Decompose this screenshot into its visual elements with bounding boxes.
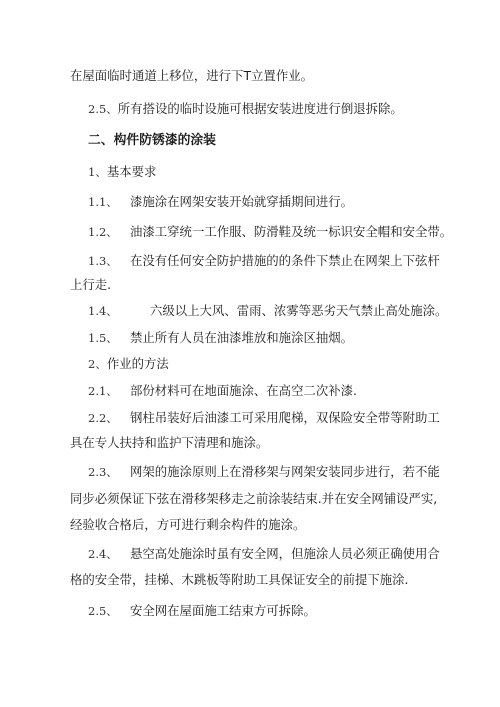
list-item-2-4 [88, 546, 440, 562]
paragraph-continuation [70, 572, 409, 588]
item-number: 2.1、 [88, 384, 118, 398]
list-item-1-1 [88, 194, 353, 210]
line-text: 网架的施涂原则上在滑移架与网架安装同步进行，若不能 [130, 464, 440, 479]
item-number: 1.5、 [88, 331, 118, 345]
item-number: 1.3、 [88, 254, 118, 268]
line-text: 基本要求 [106, 164, 157, 179]
section-heading [88, 133, 216, 149]
subsection-heading [88, 356, 169, 372]
paragraph-continuation [70, 491, 437, 507]
line-text: 具在专人扶持和监护下清理和施涂。 [70, 435, 269, 450]
item-number: 2.3、 [88, 465, 118, 479]
line-text: 安全网在屋面施工结束方可拆除。 [130, 603, 316, 618]
item-number: 2.5、 [88, 604, 118, 618]
list-item-1-4 [88, 303, 447, 319]
subsection-heading [88, 164, 156, 180]
item-number: 2、 [88, 357, 107, 371]
line-text: 六级以上大风、雷雨、浓雾等恶劣天气禁止高处施涂。 [150, 303, 448, 318]
paragraph-continuation [70, 68, 313, 84]
line-text: 部份材料可在地面施涂、在高空二次补漆. [130, 383, 357, 398]
heading-text: 二、构件防锈漆的涂装 [88, 133, 216, 148]
item-number: 1.1、 [88, 195, 118, 209]
list-item-1-3 [88, 253, 440, 269]
list-item-2-3 [88, 464, 440, 480]
line-text: 悬空高处施涂时虽有安全网，但施涂人员必须正确使用合 [130, 546, 440, 561]
list-item-2-2 [88, 410, 440, 426]
line-text: 所有搭设的临时设施可根据安装进度进行倒退拆除。 [117, 101, 403, 116]
item-number: 1.4、 [88, 304, 118, 318]
line-text: 漆施涂在网架安装开始就穿插期间进行。 [130, 194, 354, 209]
item-number: 2.5、 [88, 102, 118, 116]
item-number: 1.2、 [88, 225, 118, 239]
list-item-2-1 [88, 383, 357, 399]
line-text: 格的安全带，挂梯、木跳板等附助工具保证安全的前提下施涂. [70, 572, 409, 587]
list-item-1-2 [88, 224, 452, 240]
list-item-1-5 [88, 330, 353, 346]
paragraph-continuation [70, 517, 305, 533]
line-text: 同步必须保证下弦在滑移架移走之前涂装结束.并在安全网铺设严实, [70, 491, 438, 506]
paragraph-continuation [70, 435, 268, 451]
line-text: 在没有任何安全防护措施的的条件下禁止在网架上下弦杆 [130, 253, 440, 268]
paragraph-continuation [70, 277, 111, 293]
line-text: 作业的方法 [106, 356, 169, 371]
line-text: 油漆工穿统一工作服、防滑鞋及统一标识安全帽和安全带。 [130, 224, 453, 239]
item-number: 2.4、 [88, 547, 118, 561]
item-number: 1、 [88, 165, 107, 179]
item-number: 2.2、 [88, 411, 118, 425]
list-item-2-5-net [88, 603, 316, 619]
list-item-2-5 [88, 101, 403, 117]
line-text: 禁止所有人员在油漆堆放和施涂区抽烟。 [130, 330, 354, 345]
line-text: 在屋面临时通道上移位，进行下T立置作业。 [70, 68, 313, 83]
line-text: 钢柱吊装好后油漆工可采用爬梯，双保险安全带等附助工 [130, 410, 440, 425]
line-text: 经验收合格后，方可进行剩余构件的施涂。 [70, 517, 306, 532]
line-text: 上行走. [70, 277, 112, 292]
